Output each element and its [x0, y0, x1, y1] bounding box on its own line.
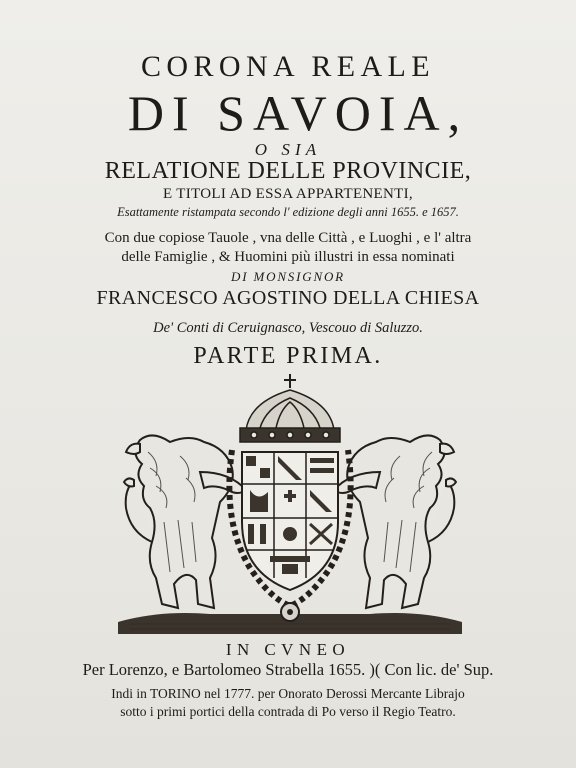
imprint-printers: Per Lorenzo, e Bartolomeo Strabella 1655. )( Con lic. de' Sup.: [82, 660, 494, 679]
reprint-note-line-2: sotto i primi portici della contrada di Po verso il Regio Teatro.: [120, 704, 456, 719]
author-titles: De' Conti di Ceruignasco, Vescouo di Saluzzo.: [153, 320, 423, 336]
title-line-2: DI SAVOIA,: [127, 85, 469, 141]
edition-note: Esattamente ristampata secondo l' edizione degli anni 1655. e 1657.: [117, 205, 459, 219]
savoy-coat-of-arms-illustration: [100, 372, 480, 640]
reprint-note-line-1: Indi in TORINO nel 1777. per Onorato Derossi Mercante Librajo: [111, 686, 465, 701]
author-name: FRANCESCO AGOSTINO DELLA CHIESA: [96, 287, 480, 309]
tables-note-line-2: delle Famiglie , & Huomini più illustri in essa nominati: [121, 249, 455, 265]
author-intro: DI MONSIGNOR: [231, 269, 345, 284]
title-line-3: O SIA: [254, 140, 322, 159]
subtitle: RELATIONE DELLE PROVINCIE,: [104, 158, 472, 184]
subtitle-line-2: E TITOLI AD ESSA APPARTENENTI,: [163, 186, 413, 202]
title-line-1: CORONA REALE: [141, 50, 435, 83]
imprint-place: IN CVNEO: [225, 640, 351, 659]
tables-note-line-1: Con due copiose Tauole , vna delle Città , e Luoghi , e l' altra: [104, 230, 472, 246]
part-heading: PARTE PRIMA.: [193, 343, 383, 369]
